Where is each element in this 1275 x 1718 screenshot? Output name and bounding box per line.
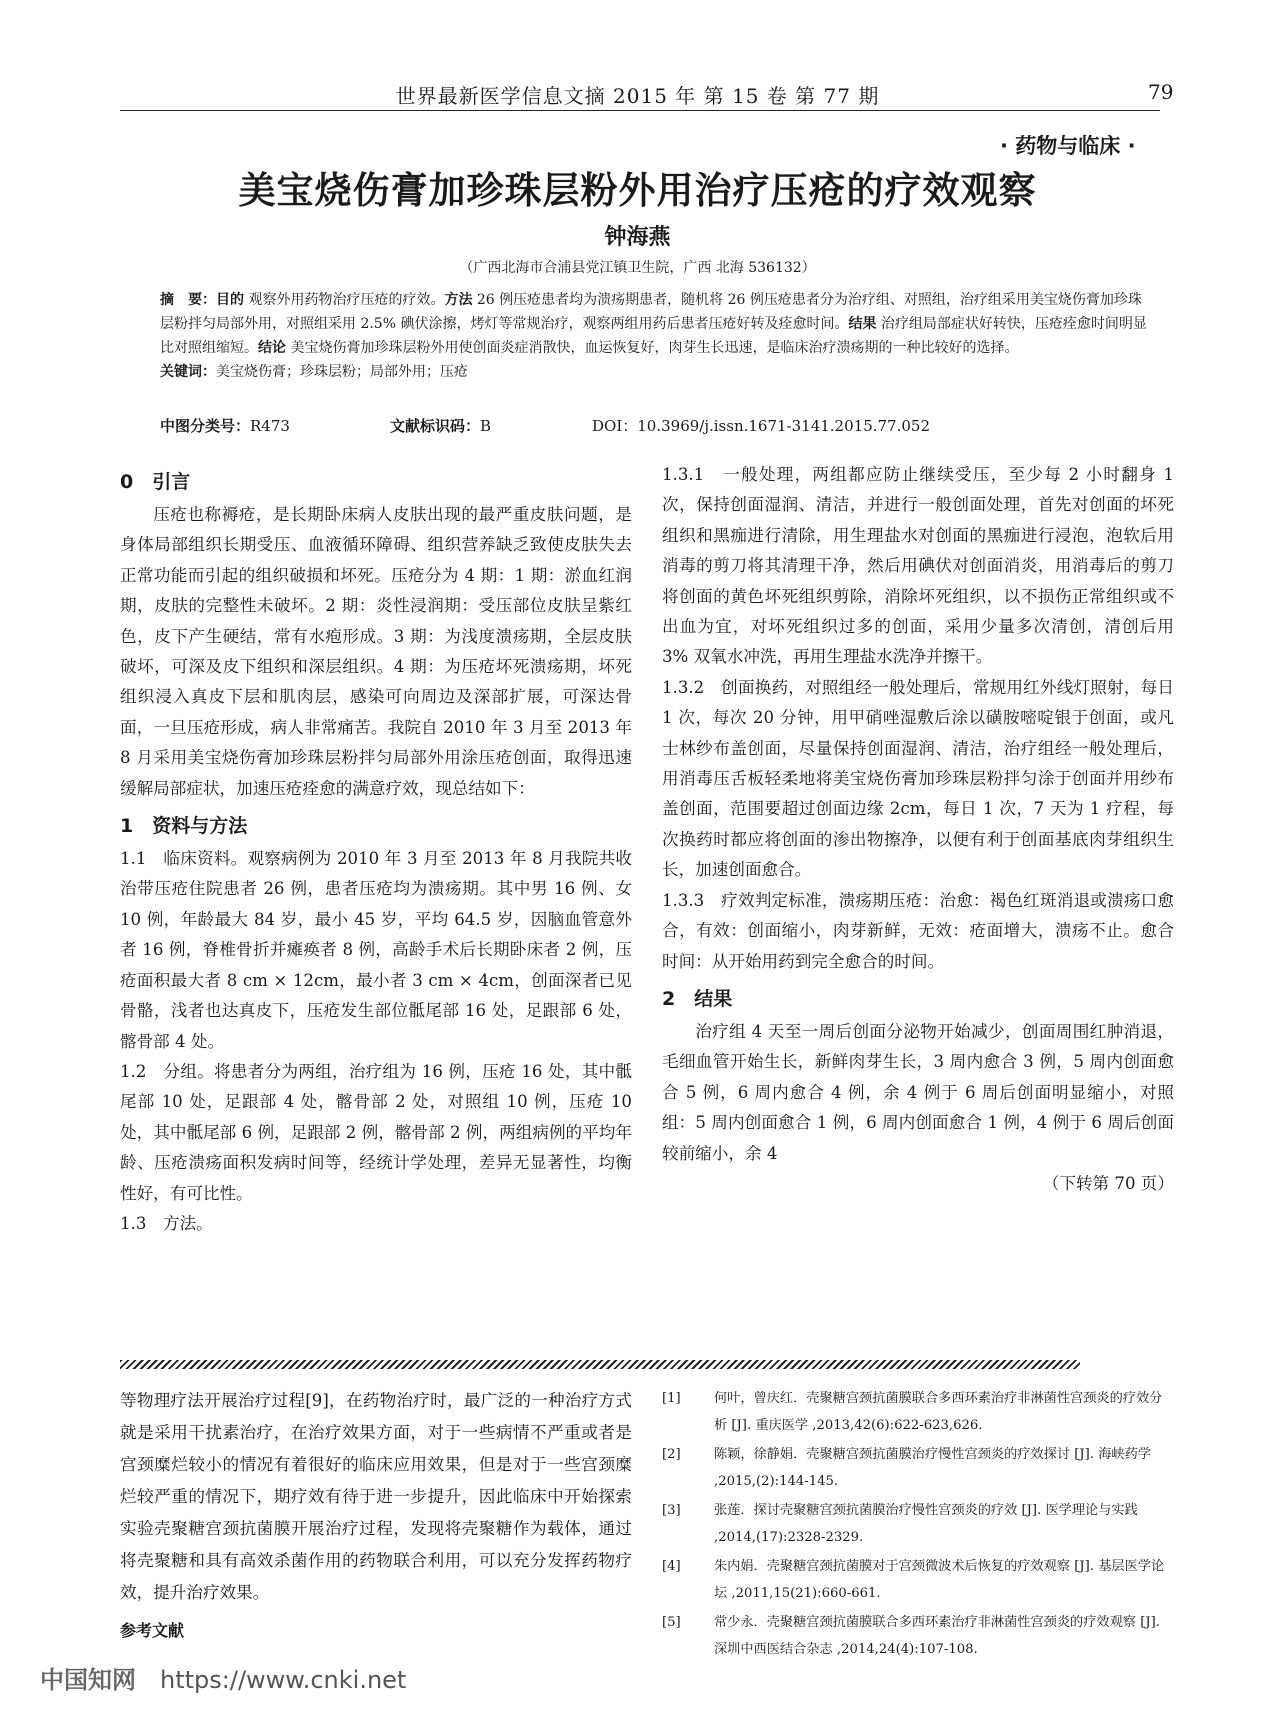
- reference-number: [5]: [662, 1615, 681, 1630]
- body-column-left: [120, 460, 632, 1239]
- doi-label: DOI：: [592, 417, 638, 435]
- abstract-conclusion-label: 结论: [258, 340, 286, 356]
- section-heading-results: 2 结果: [662, 987, 733, 1010]
- paragraph-1-3-3: 1.3.3 疗效判定标准，溃疡期压疮：治愈：褐色红斑消退或溃疡口愈合，有效：创面缩小，肉芽新鲜，无效：疮面增大，溃疡不止。愈合时间：从开始用药到完全愈合的时间。: [662, 890, 1174, 971]
- reference-number: [4]: [662, 1559, 681, 1574]
- reference-text: 陈颖，徐静娟．壳聚糖宫颈抗菌膜治疗慢性宫颈炎的疗效探讨 [J]. 海峡药学 ,2015,(2):144-145.: [714, 1447, 1151, 1489]
- cnki-watermark: [40, 1660, 406, 1695]
- body-column-right: [662, 460, 1174, 1199]
- keywords-line: [160, 360, 1148, 384]
- abstract-method-label: 方法: [444, 292, 473, 308]
- reference-item: [662, 1441, 1174, 1495]
- reference-text: 朱内娟．壳聚糖宫颈抗菌膜对于宫颈微波术后恢复的疗效观察 [J]. 基层医学论坛 ,2011,15(21):660-661.: [714, 1559, 1165, 1601]
- reference-text: 张莲．探讨壳聚糖宫颈抗菌膜治疗慢性宫颈炎的疗效 [J]. 医学理论与实践 ,2014,(17):2328-2329.: [714, 1503, 1138, 1545]
- paragraph-1-3-2: 1.3.2 创面换药，对照组经一般处理后，常规用红外线灯照射，每日 1 次，每次 20 分钟，用甲硝唑湿敷后涂以磺胺嘧啶银于创面，或凡士林纱布盖创面，尽量保持创面湿润、清洁，治疗组经一般处理后，用消毒压舌板轻柔地将美宝烧伤膏加珍珠层粉拌匀涂于创面并用纱布盖创面，范围要超过创面边缘 2cm，每日 1 次，7 天为 1 疗程，每次换药时都应将创面的渗出物擦净，以便有利于创面基底肉芽组织生长，加速创面愈合。: [662, 677, 1174, 880]
- paragraph-1-1: 1.1 临床资料。观察病例为 2010 年 3 月至 2013 年 8 月我院共收治带压疮住院患者 26 例，患者压疮均为溃疡期。其中男 16 例、女 10 例，年龄最大 84 岁，最小 45 岁，平均 64.5 岁，因脑血管意外者 16 例，脊椎骨折并瘫痪者 8 例，高龄手术后长期卧床者 2 例，压疮面积最大者 8 cm × 12cm，最小者 3 cm × 4cm，创面深者已见骨骼，浅者也达真皮下，压疮发生部位骶尾部 16 处，足跟部 6 处，髂骨部 4 处。: [120, 849, 632, 1051]
- continued-paragraph: 等物理疗法开展治疗过程[9]，在药物治疗时，最广泛的一种治疗方式就是采用干扰素治疗，在治疗效果方面，对于一些病情不严重或者是宫颈糜烂较小的情况有着很好的临床应用效果，但是对于一些宫颈糜烂较严重的情况下，期疗效有待于进一步提升，因此临床中开始探索实验壳聚糖宫颈抗菌膜开展治疗过程，发现将壳聚糖作为载体，通过将壳聚糖和具有高效杀菌作用的药物联合利用，可以充分发挥药物疗效，提升治疗效果。: [120, 1391, 632, 1602]
- doc-code-value: B: [480, 417, 492, 435]
- section-heading-intro: 0 引言: [120, 471, 191, 493]
- reference-item: [662, 1553, 1174, 1607]
- clc-label: 中图分类号：: [160, 417, 251, 435]
- abstract-result-label: 结果: [848, 316, 877, 332]
- cnki-logo: 中国知网: [40, 1666, 136, 1694]
- reference-number: [1]: [662, 1391, 681, 1406]
- keywords-label: 关键词：: [160, 364, 216, 380]
- reference-list: [662, 1385, 1174, 1665]
- abstract-aim: 观察外用药物治疗压疮的疗效。: [244, 292, 445, 308]
- clc-field: [160, 415, 290, 436]
- page-number: 79: [1148, 80, 1174, 104]
- intro-paragraph: 压疮也称褥疮，是长期卧床病人皮肤出现的最严重皮肤问题，是身体局部组织长期受压、血液循环障碍、组织营养缺乏致使皮肤失去正常功能而引起的组织破损和坏死。压疮分为 4 期：1 期：淤血红润期，皮肤的完整性未破坏。2 期：炎性浸润期：受压部位皮肤呈紫红色，皮下产生硬结，常有水疱形成。3 期：为浅度溃疡期，全层皮肤破坏，可深及皮下组织和深层组织。4 期：为压疮坏死溃疡期，坏死组织浸入真皮下层和肌肉层，感染可向周边及深部扩展，可深达骨面，一旦压疮形成，病人非常痛苦。我院自 2010 年 3 月至 2013 年 8 月采用美宝烧伤膏加珍珠层粉拌匀局部外用涂压疮创面，取得迅速缓解局部症状，加速压疮痊愈的满意疗效，现总结如下：: [120, 505, 632, 798]
- article-title: 美宝烧伤膏加珍珠层粉外用治疗压疮的疗效观察: [238, 169, 1037, 212]
- article-author: 钟海燕: [604, 225, 671, 250]
- continued-note: （下转第 70 页）: [1042, 1173, 1174, 1193]
- keywords: 美宝烧伤膏；珍珠层粉；局部外用；压疮: [216, 364, 468, 380]
- doi-value: 10.3969/j.issn.1671-3141.2015.77.052: [637, 417, 930, 435]
- paragraph-1-2: 1.2 分组。将患者分为两组，治疗组为 16 例，压疮 16 处，其中骶尾部 10 处，足跟部 4 处，髂骨部 2 处，对照组 10 例，压疮 10 处，其中骶尾部 6 例，足跟部 2 例，髂骨部 2 例，两组病例的平均年龄、压疮溃疡面积发病时间等，经统计学处理，差异无显著性，均衡性好，有可比性。: [120, 1061, 632, 1203]
- doc-code-field: [390, 415, 491, 436]
- hatched-divider: [120, 1360, 1080, 1369]
- abstract-aim-label: 目的: [216, 292, 244, 308]
- continued-article-text: [120, 1385, 632, 1647]
- reference-item: [662, 1385, 1174, 1439]
- header-divider: [120, 110, 1160, 111]
- author-affiliation: （广西北海市合浦县党江镇卫生院，广西 北海 536132）: [459, 260, 816, 276]
- doi-field: [592, 415, 930, 436]
- reference-number: [3]: [662, 1503, 681, 1518]
- paragraph-1-3-1: 1.3.1 一般处理，两组都应防止继续受压，至少每 2 小时翻身 1 次，保持创面湿润、清洁，并进行一般创面处理，首先对创面的坏死组织和黑痂进行清除，用生理盐水对创面的黑痂进行浸泡，泡软后用消毒的剪刀将其清理干净，然后用碘伏对创面消炎，用消毒后的剪刀将创面的黄色坏死组织剪除，消除坏死组织，以不损伤正常组织或不出血为宜，对坏死组织过多的创面，采用少量多次清创，清创后用 3% 双氧水冲洗，再用生理盐水洗净并擦干。: [662, 465, 1174, 667]
- paragraph-1-3: 1.3 方法。: [120, 1213, 213, 1233]
- section-tag: · 药物与临床 ·: [1000, 134, 1136, 158]
- abstract-method: 26 例压疮患者均为溃疡期患者，随机将 26 例压疮患者分为治疗组、对照组，治疗组采用美宝烧伤膏加珍珠层粉拌匀局部外用，对照组采用 2.5% 碘伏涂擦，烤灯等常规治疗，观察两组用药后患者压疮好转及痊愈时间。: [160, 292, 1142, 332]
- abstract-label: 摘 要：: [160, 292, 216, 308]
- reference-number: [2]: [662, 1447, 681, 1462]
- reference-item: [662, 1609, 1174, 1663]
- abstract-conclusion: 美宝烧伤膏加珍珠层粉外用使创面炎症消散快，血运恢复好，肉芽生长迅速，是临床治疗溃疡期的一种比较好的选择。: [286, 340, 1019, 356]
- cnki-url[interactable]: https://www.cnki.net: [160, 1666, 407, 1694]
- abstract: [160, 288, 1148, 384]
- doc-code-label: 文献标识码：: [390, 417, 481, 435]
- clc-value: R473: [250, 417, 290, 435]
- reference-item: [662, 1497, 1174, 1551]
- abstract-result: 治疗组局部症状好转快，压疮痊愈时间明显比对照组缩短。: [160, 316, 1147, 356]
- reference-text: 常少永．壳聚糖宫颈抗菌膜联合多西环素治疗非淋菌性宫颈炎的疗效观察 [J]. 深圳中西医结合杂志 ,2014,24(4):107-108.: [714, 1615, 1160, 1657]
- references-heading: 参考文献: [120, 1621, 185, 1640]
- reference-text: 何叶，曾庆红．壳聚糖宫颈抗菌膜联合多西环素治疗非淋菌性宫颈炎的疗效分析 [J]. 重庆医学 ,2013,42(6):622-623,626.: [714, 1391, 1163, 1433]
- section-heading-methods: 1 资料与方法: [120, 815, 248, 838]
- running-header: 世界最新医学信息文摘 2015 年 第 15 卷 第 77 期: [395, 84, 880, 108]
- results-paragraph: 治疗组 4 天至一周后创面分泌物开始减少，创面周围红肿消退，毛细血管开始生长，新鲜肉芽生长，3 周内愈合 3 例，5 周内创面愈合 5 例，6 周内愈合 4 例，余 4 例于 6 周后创面明显缩小，对照组：5 周内创面愈合 1 例，6 周内创面愈合 1 例，4 例于 6 周后创面较前缩小，余 4: [662, 1021, 1174, 1163]
